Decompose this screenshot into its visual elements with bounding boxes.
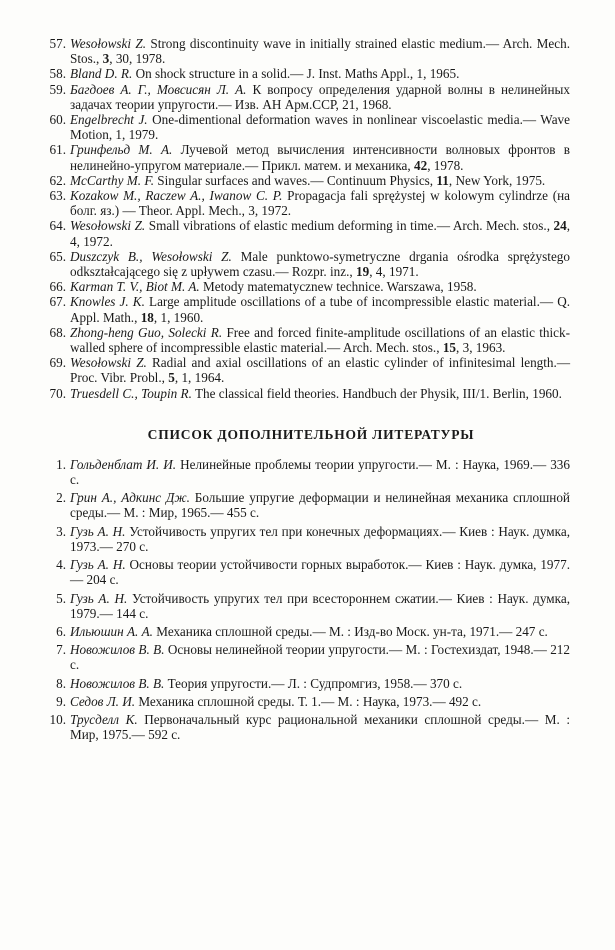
reference-number: 5. [56,590,66,606]
reference-item [52,490,570,520]
reference-number: 57. [49,36,66,51]
reference-text: Male punktowo-symetryczne drgania ośrodka sprężystego odkształcającego się z upływem czasu.— Rozpr. inz., [70,248,570,280]
reference-item [52,642,570,672]
reference-volume: 11 [436,172,449,188]
reference-authors: Новожилов В. В. [70,642,165,658]
reference-tail: , 1978. [427,157,464,173]
reference-text: Основы теории устойчивости горных выработок.— Киев : Наук. думка, 1977.— 204 с. [70,557,571,588]
reference-item [49,36,570,67]
reference-authors: Гольденблат И. И. [70,456,177,472]
reference-number: 68. [49,324,66,340]
reference-authors: Truesdell C., Toupin R. [70,385,192,401]
reference-number: 60. [49,112,66,128]
reference-text: Механика сплошной среды. Т. 1.— М. : Наука, 1973.— 492 с. [135,693,482,709]
reference-volume: 19 [356,264,370,280]
reference-text: Механика сплошной среды.— М. : Изд-во Моск. ун-та, 1971.— 247 с. [152,623,548,639]
reference-authors: Трусделл К. [70,711,138,727]
reference-item [49,142,570,173]
reference-item [49,81,570,112]
reference-text: Лучевой метод вычисления интенсивности волновых фронтов в нелинейно-упругом материале.— Прикл. матем. и механика, [70,142,570,173]
reference-text: Singular surfaces and waves.— Continuum Physics, [154,172,437,188]
reference-authors: Багдоев А. Г., Мовсисян Л. А. [70,81,247,97]
reference-authors: Knowles J. K. [70,294,145,310]
reference-tail: , 30, 1978. [109,51,166,67]
reference-authors: Karman T. V., Biot M. A. [70,279,200,295]
reference-number: 4. [56,557,66,573]
reference-text: The classical field theories. Handbuch der Physik, III/1. Berlin, 1960. [191,385,562,401]
reference-number: 63. [49,188,66,204]
reference-item [52,457,570,487]
reference-item [52,624,570,639]
reference-list-additional [49,456,571,743]
reference-number: 9. [56,693,66,709]
reference-number: 59. [49,81,66,97]
reference-item [49,355,571,386]
reference-text: Первоначальный курс рациональной механики сплошной среды.— М. : Мир, 1975.— 592 с. [70,711,571,743]
reference-authors: Zhong-heng Guo, Solecki R. [70,324,223,340]
reference-number: 61. [49,142,66,158]
reference-item [49,279,570,295]
reference-text: Small vibrations of elastic medium deforming in time.— Arch. Mech. stos., [145,218,554,234]
reference-number: 1. [56,456,66,472]
reference-item [49,385,570,401]
reference-text: К вопросу определения ударной волны в нелинейных задачах теории упругости.— Изв. АН Арм.ССР, 21, 1968. [70,81,570,112]
reference-text: Large amplitude oscillations of a tube of incompressible elastic material.— Q. Appl. Math., [70,294,571,325]
reference-tail: , 1, 1964. [174,370,225,386]
page [49,36,571,745]
reference-text: One-dimentional deformation waves in nonlinear viscoelastic media.— Wave Motion, 1, 1979. [70,112,570,143]
reference-text: Основы нелинейной теории упругости.— М. : Гостехиздат, 1948.— 212 с. [70,642,570,673]
reference-number: 2. [56,490,66,506]
reference-tail: , New York, 1975. [448,172,546,188]
reference-authors: Седов Л. И. [70,693,136,709]
reference-number: 66. [49,279,66,295]
reference-text: On shock structure in a solid.— J. Inst. Maths Appl., 1, 1965. [132,66,460,82]
reference-authors: Wesołowski Z. [70,36,147,51]
reference-item [52,524,570,554]
reference-text: Strong discontinuity wave in initially strained elastic medium.— Arch. Mech. Stos., [70,36,570,67]
reference-number: 3. [56,523,66,539]
reference-text: Radial and axial oscillations of an elastic cylinder of infinitesimal length.— Proc. Vibr. Probl., [70,355,571,386]
reference-authors: Гузь А. Н. [70,590,128,606]
section-title: СПИСОК ДОПОЛНИТЕЛЬНОЙ ЛИТЕРАТУРЫ [147,426,475,442]
reference-number: 69. [49,355,66,371]
reference-item [49,172,570,188]
reference-number: 67. [49,294,66,310]
reference-text: Нелинейные проблемы теории упругости.— М. : Наука, 1969.— 336 с. [70,456,570,488]
reference-number: 62. [49,172,66,188]
reference-item [49,66,570,82]
reference-list-main [49,36,571,401]
reference-text: Устойчивость упругих тел при конечных деформациях.— Киев : Наук. думка, 1973.— 270 с. [70,523,570,554]
reference-number: 58. [49,66,66,82]
reference-item [49,248,570,280]
reference-volume: 24 [553,218,567,234]
reference-authors: Новожилов В. В. [70,675,165,691]
reference-authors: Bland D. R. [70,66,133,82]
reference-item [52,694,570,709]
reference-authors: Ильюшин А. А. [70,623,153,639]
reference-authors: Гринфельд М. А. [70,142,173,158]
reference-item [49,294,571,325]
reference-authors: McCarthy M. F. [70,172,154,188]
reference-volume: 18 [140,309,154,325]
reference-tail: , 4, 1972. [70,218,571,249]
reference-number: 8. [56,675,66,691]
reference-authors: Гузь А. Н. [70,523,126,539]
reference-authors: Duszczyk B., Wesołowski Z. [70,248,232,264]
reference-item [52,676,570,691]
reference-item [49,711,571,743]
reference-text: Теория упругости.— Л. : Судпромгиз, 1958.— 370 с. [164,675,463,691]
reference-text: Устойчивость упругих тел при всестороннем сжатии.— Киев : Наук. думка, 1979.— 144 с. [70,590,570,621]
reference-item [52,557,570,587]
reference-authors: Wesołowski Z. [70,355,147,371]
reference-item [49,324,571,356]
reference-volume: 3 [102,51,110,67]
reference-number: 70. [49,385,66,401]
reference-number: 65. [49,248,66,264]
reference-tail: , 4, 1971. [369,264,419,280]
reference-item [49,218,571,249]
reference-text: Большие упругие деформации и нелинейная механика сплошной среды.— М. : Мир, 1965.— 455 с. [70,490,570,521]
reference-number: 64. [49,218,66,234]
reference-number: 6. [56,623,66,639]
reference-item [49,112,570,143]
reference-text: Metody matematycznew technice. Warszawa, 1958. [199,279,477,295]
reference-authors: Грин А., Адкинс Дж. [70,490,190,506]
reference-text: Free and forced finite-amplitude oscillations of an elastic thick-walled sphere of incompressible elastic material.— Arch. Mech. stos., [70,324,571,356]
reference-number: 7. [56,642,66,658]
reference-volume: 15 [442,340,456,356]
reference-authors: Wesołowski Z. [70,218,146,234]
reference-tail: , 1, 1960. [153,309,204,325]
reference-item [49,188,571,219]
reference-authors: Гузь А. Н. [70,557,126,573]
reference-number: 10. [49,711,66,727]
reference-volume: 5 [168,370,175,386]
reference-authors: Engelbrecht J. [70,112,148,128]
reference-authors: Kozakow M., Raczew A., Iwanow C. P. [70,188,283,204]
reference-item [52,591,570,621]
reference-text: Propagacja fali sprężystej w kolowym cylindrze (на болг. яз.) — Theor. Appl. Mech., 3, 1972. [70,188,571,219]
reference-tail: , 3, 1963. [456,340,506,356]
reference-volume: 42 [414,157,428,173]
